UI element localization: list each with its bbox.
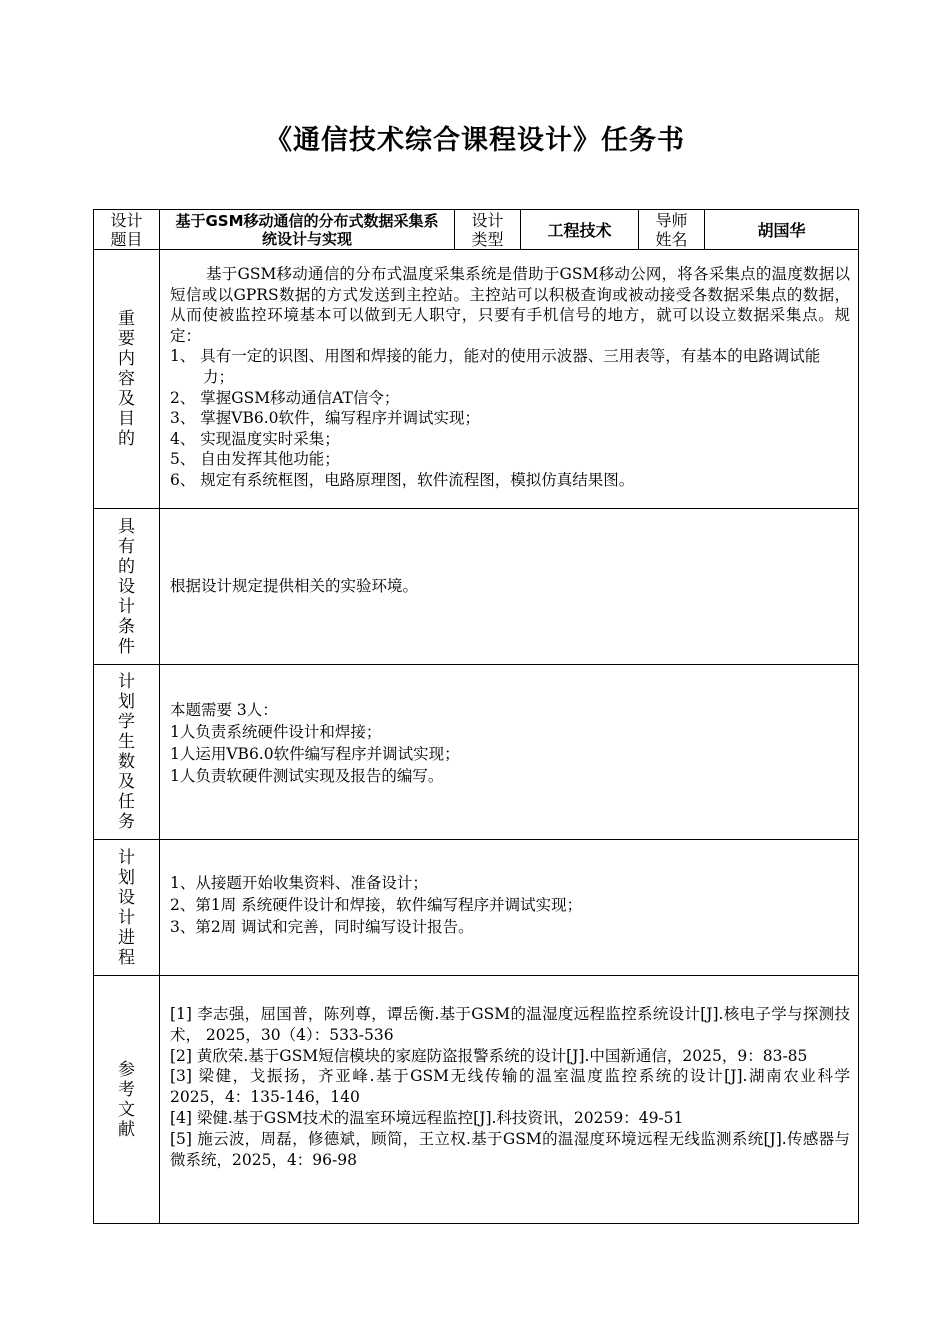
reference-item: [3] 梁健，戈振扬，齐亚峰.基于GSM无线传输的温室温度监控系统的设计[J].湖南农业科学 2025，4：135-146，140 xyxy=(170,1067,850,1107)
references-row xyxy=(94,976,859,1224)
progress-label: 计划设计进程 xyxy=(118,847,135,968)
content-item: 1、 具有一定的识图、用图和焊接的能力，能对的使用示波器、三用表等，有基本的电路调试能力； xyxy=(170,347,821,386)
conditions-text: 根据设计规定提供相关的实验环境。 xyxy=(170,577,419,596)
students-body xyxy=(160,665,859,840)
topic-label-cell xyxy=(94,210,160,250)
references-label: 参考文献 xyxy=(118,1059,135,1140)
students-line: 1人负责软硬件测试实现及报告的编写。 xyxy=(170,767,444,785)
reference-item: [5] 施云波，周磊，修德斌，顾简，王立权.基于GSM的温湿度环境远程无线监测系统[J].传感器与微系统，2025，4：96-98 xyxy=(170,1129,850,1169)
content-label-cell xyxy=(94,250,160,509)
progress-label-cell xyxy=(94,840,160,976)
students-row xyxy=(94,665,859,840)
conditions-row xyxy=(94,509,859,665)
advisor-value: 胡国华 xyxy=(705,210,859,250)
progress-body xyxy=(160,840,859,976)
topic-value-cell xyxy=(160,210,455,250)
progress-line: 2、第1周 系统硬件设计和焊接，软件编写程序并调试实现； xyxy=(170,895,583,914)
conditions-body xyxy=(160,509,859,665)
type-label: 设计类型 xyxy=(471,210,504,249)
type-value: 工程技术 xyxy=(521,210,639,250)
content-row xyxy=(94,250,859,509)
topic-label: 设计题目 xyxy=(110,210,143,249)
progress-row xyxy=(94,840,859,976)
students-line: 1人运用VB6.0软件编写程序并调试实现； xyxy=(170,745,460,763)
content-item: 2、 掌握GSM移动通信AT信令； xyxy=(170,388,400,407)
students-label-cell xyxy=(94,665,160,840)
content-item: 4、 实现温度实时采集； xyxy=(170,429,340,448)
advisor-label-cell xyxy=(639,210,705,250)
content-intro: 基于GSM移动通信的分布式温度采集系统是借助于GSM移动公网，将各采集点的温度数据以短信或以GPRS数据的方式发送到主控站。主控站可以积极查询或被动接受各数据采集点的数据，从而使被监控环境基本可以做到无人职守，只要有手机信号的地方，就可以设立数据采集点。规定： xyxy=(170,265,850,345)
students-line: 本题需要 3人： xyxy=(170,701,278,719)
topic-value: 基于GSM移动通信的分布式数据采集系统设计与实现 xyxy=(175,211,439,248)
students-label: 计划学生数及任务 xyxy=(118,672,135,832)
reference-item: [4] 梁健.基于GSM技术的温室环境远程监控[J].科技资讯，20259：49-51 xyxy=(170,1108,684,1127)
type-label-cell xyxy=(455,210,521,250)
references-body xyxy=(160,976,859,1224)
task-table xyxy=(93,209,859,1224)
reference-item: [2] 黄欣荣.基于GSM短信模块的家庭防盗报警系统的设计[J].中国新通信，2025，9：83-85 xyxy=(170,1046,808,1065)
conditions-label: 具有的设计条件 xyxy=(118,516,135,657)
document-title: 《通信技术综合课程设计》任务书 xyxy=(265,125,685,156)
content-item: 5、 自由发挥其他功能； xyxy=(170,450,340,469)
references-label-cell xyxy=(94,976,160,1224)
content-body xyxy=(160,250,859,509)
conditions-label-cell xyxy=(94,509,160,665)
advisor-label: 导师姓名 xyxy=(655,210,688,249)
content-label: 重要内容及目的 xyxy=(118,309,135,449)
students-line: 1人负责系统硬件设计和焊接； xyxy=(170,723,382,741)
header-row xyxy=(94,210,859,250)
reference-item: [1] 李志强，屈国普，陈列尊，谭岳衡.基于GSM的温湿度远程监控系统设计[J].核电子学与探测技术， 2025，30（4）：533-536 xyxy=(170,1005,850,1044)
content-item: 3、 掌握VB6.0软件，编写程序并调试实现； xyxy=(170,409,481,428)
progress-line: 1、从接题开始收集资料、准备设计； xyxy=(170,873,428,892)
progress-line: 3、第2周 调试和完善，同时编写设计报告。 xyxy=(170,917,474,936)
content-item: 6、 规定有系统框图，电路原理图，软件流程图，模拟仿真结果图。 xyxy=(170,470,635,489)
